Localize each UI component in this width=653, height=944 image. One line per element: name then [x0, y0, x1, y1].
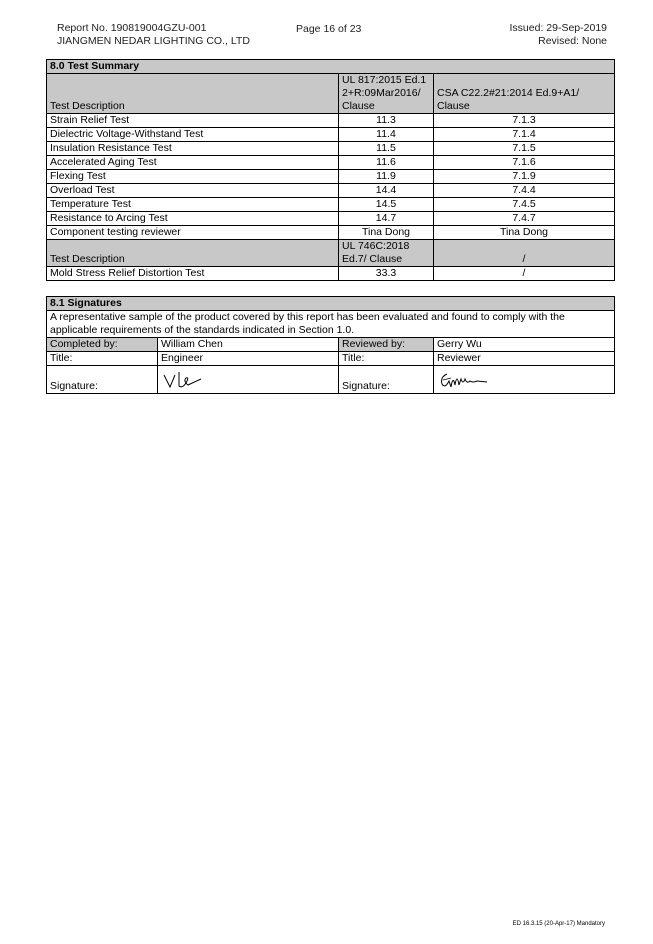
reviewed-signature — [434, 366, 615, 394]
table-row — [47, 226, 615, 240]
test-summary-table — [46, 59, 615, 281]
compliance-statement: A representative sample of the product covered by this report has been evaluated and found to comply with the applicable requirements of the standards indicated in Section 1.0. — [47, 311, 615, 338]
row-csa-clause: 7.1.5 — [434, 142, 615, 156]
row-ul-clause: 11.6 — [339, 156, 434, 170]
section-title-row — [47, 60, 615, 74]
row-csa-clause: 7.4.4 — [434, 184, 615, 198]
revised-status: Revised: None — [538, 35, 607, 47]
issued-date: Issued: 29-Sep-2019 — [509, 22, 607, 34]
row-ul-clause: 11.3 — [339, 114, 434, 128]
col-header-description: Test Description — [47, 74, 339, 114]
statement-row — [47, 311, 615, 338]
row-csa-clause: 7.1.4 — [434, 128, 615, 142]
completed-signature-label: Signature: — [47, 366, 158, 394]
subheader-csa: / — [434, 240, 615, 267]
completed-row — [47, 338, 615, 352]
completed-title-label: Title: — [47, 352, 158, 366]
table-row — [47, 170, 615, 184]
completed-signature — [158, 366, 339, 394]
row-ul-clause: 11.9 — [339, 170, 434, 184]
section-title: 8.1 Signatures — [47, 297, 615, 311]
row-csa-clause: Tina Dong — [434, 226, 615, 240]
signature-row — [47, 366, 615, 394]
row-description: Resistance to Arcing Test — [47, 212, 339, 226]
row-csa-clause: 7.4.5 — [434, 198, 615, 212]
row-ul-clause: 11.4 — [339, 128, 434, 142]
row-description: Insulation Resistance Test — [47, 142, 339, 156]
col-header-ul: UL 817:2015 Ed.12+R:09Mar2016/ Clause — [339, 74, 434, 114]
section-title-row — [47, 297, 615, 311]
reviewed-signature-label: Signature: — [339, 366, 434, 394]
table-row — [47, 142, 615, 156]
row-description: Mold Stress Relief Distortion Test — [47, 267, 339, 281]
row-csa-clause: 7.1.9 — [434, 170, 615, 184]
row-ul-clause: 14.5 — [339, 198, 434, 212]
row-description: Component testing reviewer — [47, 226, 339, 240]
report-header-right — [510, 22, 607, 48]
table-row — [47, 114, 615, 128]
row-ul-clause: 33.3 — [339, 267, 434, 281]
form-footer: ED 16.3.15 (20-Apr-17) Mandatory — [512, 921, 605, 927]
row-csa-clause: / — [434, 267, 615, 281]
row-description: Temperature Test — [47, 198, 339, 212]
table-header-row — [47, 74, 615, 114]
table-row — [47, 128, 615, 142]
handwritten-signature-icon — [437, 369, 497, 393]
row-ul-clause: 14.4 — [339, 184, 434, 198]
row-description: Dielectric Voltage-Withstand Test — [47, 128, 339, 142]
handwritten-signature-icon — [161, 369, 221, 393]
table-row — [47, 267, 615, 281]
report-number: Report No. 190819004GZU-001 — [57, 22, 207, 34]
summary-rows — [47, 114, 615, 240]
row-ul-clause: 14.7 — [339, 212, 434, 226]
page-number: Page 16 of 23 — [296, 23, 362, 35]
section-title: 8.0 Test Summary — [47, 60, 615, 74]
reviewed-by-name: Gerry Wu — [434, 338, 615, 352]
subheader-ul: UL 746C:2018 Ed.7/ Clause — [339, 240, 434, 267]
reviewed-title-label: Title: — [339, 352, 434, 366]
row-description: Strain Relief Test — [47, 114, 339, 128]
completed-by-name: William Chen — [158, 338, 339, 352]
reviewed-title: Reviewer — [434, 352, 615, 366]
row-csa-clause: 7.1.3 — [434, 114, 615, 128]
row-description: Accelerated Aging Test — [47, 156, 339, 170]
row-ul-clause: Tina Dong — [339, 226, 434, 240]
table-row — [47, 156, 615, 170]
row-description: Flexing Test — [47, 170, 339, 184]
table-row — [47, 198, 615, 212]
company-name: JIANGMEN NEDAR LIGHTING CO., LTD — [57, 35, 250, 47]
row-csa-clause: 7.1.6 — [434, 156, 615, 170]
table-row — [47, 184, 615, 198]
completed-title: Engineer — [158, 352, 339, 366]
row-ul-clause: 11.5 — [339, 142, 434, 156]
subheader-description: Test Description — [47, 240, 339, 267]
completed-by-label: Completed by: — [47, 338, 158, 352]
col-header-csa: CSA C22.2#21:2014 Ed.9+A1/ Clause — [434, 74, 615, 114]
table-subheader-row — [47, 240, 615, 267]
reviewed-by-label: Reviewed by: — [339, 338, 434, 352]
row-description: Overload Test — [47, 184, 339, 198]
row-csa-clause: 7.4.7 — [434, 212, 615, 226]
title-row — [47, 352, 615, 366]
signatures-table — [46, 296, 615, 394]
report-header-left — [57, 22, 250, 48]
table-row — [47, 212, 615, 226]
